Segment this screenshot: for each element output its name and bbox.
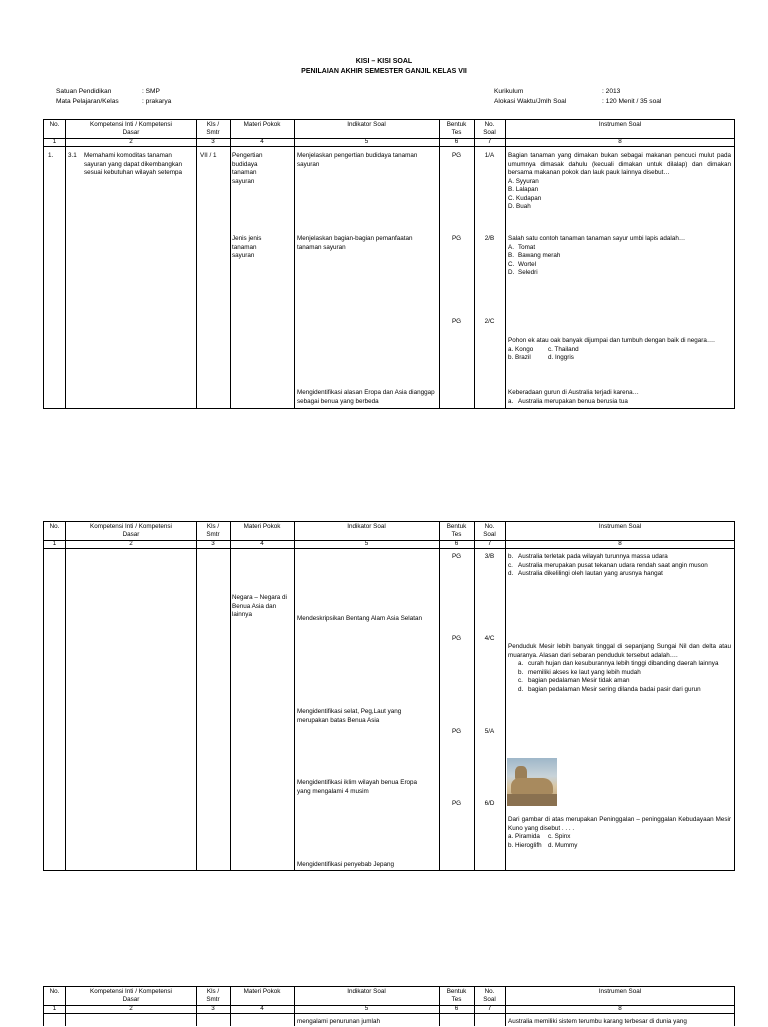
no-q2: 2/B [484, 235, 495, 242]
no-q7: 6/D [484, 800, 495, 807]
meta-mapel: Mata Pelajaran/Kelas : prakarya [56, 98, 172, 105]
sphinx-image [507, 758, 557, 806]
indikator-partial: mengalami penurunan jumlah [297, 1018, 380, 1025]
bentuk-q3b: PG [451, 553, 462, 560]
question-4: Keberadaan gurun di Australia terjadi karena… a. Australia merupakan benua berusia tua [508, 389, 639, 405]
materi-pengertian: Pengertian budidaya tanaman sayuran [232, 152, 263, 185]
question-3: Pohon ek atau oak banyak dijumpai dan tumbuh dengan baik di negara…. a. Kongo c. Thailand b. Brazil d. Inggris [508, 337, 715, 361]
bentuk-q6: PG [451, 728, 462, 735]
no-q5: 4/C [484, 635, 495, 642]
no-q6: 5/A [484, 728, 495, 735]
question-7: Dari gambar di atas merupakan Peninggalan – peninggalan Kebudayaan Mesir Kuno yang disebut . . . . a. Piramida c. Spinx b. Hieroglifh d. Mummy [508, 816, 731, 849]
header-instrumen: Instrumen Soal [598, 121, 642, 128]
kisi-table-page-2 [43, 521, 735, 871]
row-number: 1. [48, 152, 54, 159]
materi-negara: Negara – Negara di Benua Asia dan lainnya [232, 594, 287, 618]
meta-kurikulum: Kurikulum : 2013 [494, 88, 621, 95]
indikator-7: Mengidentifikasi penyebab Jepang [297, 861, 394, 868]
indikator-5: Mengidentifikasi selat, Peg,Laut yang merupakan batas Benua Asia [297, 708, 402, 724]
bentuk-q5: PG [451, 635, 462, 642]
column-number-row: 1 2 3 4 5 6 7 8 [44, 138, 734, 147]
question-partial: Australia memiliki sistem terumbu karang terbesar di dunia yang [508, 1018, 687, 1025]
question-1: Bagian tanaman yang dimakan bukan sebagai makanan pencuci mulut pada umumnya dimasak dahulu (kecuali dimakan untuk dilalap) dan dimakan bersama makanan pokok dan lauk pauk lainnya disebut… A. Syyuran B. Lalapan C. Kudapan D. Buah [508, 152, 731, 210]
kisi-table-page-1 [43, 119, 735, 409]
column-number-row: 1 2 3 4 5 6 7 8 [44, 1005, 734, 1014]
table-header: No. Kompetensi Inti / Kompetensi Dasar Kls / Smtr Materi Pokok Indikator Soal Bentuk Tes No. Soal Instrumen Soal [44, 522, 734, 541]
no-q3b: 3/B [484, 553, 495, 560]
no-q1: 1/A [484, 152, 495, 159]
indikator-3: Mengidentifikasi alasan Eropa dan Asia dianggap sebagai benua yang berbeda [297, 389, 435, 405]
bentuk-q2: PG [451, 235, 462, 242]
indikator-2: Menjelaskan bagian-bagian pemanfaatan tanaman sayuran [297, 235, 413, 251]
header-kompetensi: Kompetensi Inti / Kompetensi Dasar [90, 121, 172, 136]
meta-satuan: Satuan Pendidikan : SMP [56, 88, 160, 95]
question-4-continued: b. Australia terletak pada wilayah turunnya massa udara c. Australia merupakan pusat tekanan udara rendah saat angin muson d. Australia dikelilingi oleh lautan yang arusnya hangat [508, 553, 708, 577]
header-kls: Kls / Smtr [206, 121, 220, 136]
header-bentuk: Bentuk Tes [446, 121, 467, 136]
header-nosoal: No. Soal [483, 121, 496, 136]
question-5: Penduduk Mesir lebih banyak tinggal di sepanjang Sungai Nil dan delta atau muaranya. Alasan dari sebaran penduduk tersebut adalah…. a. curah hujan dan kesuburannya lebih tinggi dibanding daerah lainnya b. memiliki akses ke laut yang lebih mudah c. bagian pedalaman Mesir tidak aman d. bagian pedalaman Mesir sering dilanda badai pasir dari gurun [508, 643, 731, 693]
table-header: No. Kompetensi Inti / Kompetensi Dasar Kls / Smtr Materi Pokok Indikator Soal Bentuk Tes No. Soal Instrumen Soal [44, 987, 734, 1006]
kd-text: Memahami komoditas tanaman sayuran yang dapat dikembangkan sesuai kebutuhan wilayah setempa [84, 152, 183, 176]
bentuk-q1: PG [451, 152, 462, 159]
table-header [44, 120, 734, 139]
question-2: Salah satu contoh tanaman tanaman sayur umbi lapis adalah… A. Tomat B. Bawang merah C. Wortel D. Seledri [508, 235, 686, 276]
materi-jenis: Jenis jenis tanaman sayuran [232, 235, 262, 259]
bentuk-q3: PG [451, 318, 462, 325]
doc-title: KISI – KISI SOAL [355, 58, 413, 65]
meta-alokasi: Alokasi Waktu/Jmlh Soal : 120 Menit / 35 soal [494, 98, 662, 105]
indikator-1: Menjelaskan pengertian budidaya tanaman sayuran [297, 152, 418, 168]
column-number-row: 1 2 3 4 5 6 7 8 [44, 540, 734, 549]
indikator-4: Mendeskripsikan Bentang Alam Asia Selatan [297, 615, 422, 622]
header-materi: Materi Pokok [243, 121, 281, 128]
header-indikator: Indikator Soal [347, 121, 386, 128]
doc-subtitle: PENILAIAN AKHIR SEMESTER GANJIL KELAS VII [301, 68, 467, 75]
no-q3: 2/C [484, 318, 495, 325]
kd-number: 3.1 [68, 152, 77, 159]
indikator-6: Mengidentifikasi iklim wilayah benua Eropa yang mengalami 4 musim [297, 779, 418, 795]
kisi-table-page-3 [43, 986, 735, 1026]
bentuk-q7: PG [451, 800, 462, 807]
kls-value: VII / 1 [200, 152, 217, 159]
header-no: No. [49, 121, 60, 128]
